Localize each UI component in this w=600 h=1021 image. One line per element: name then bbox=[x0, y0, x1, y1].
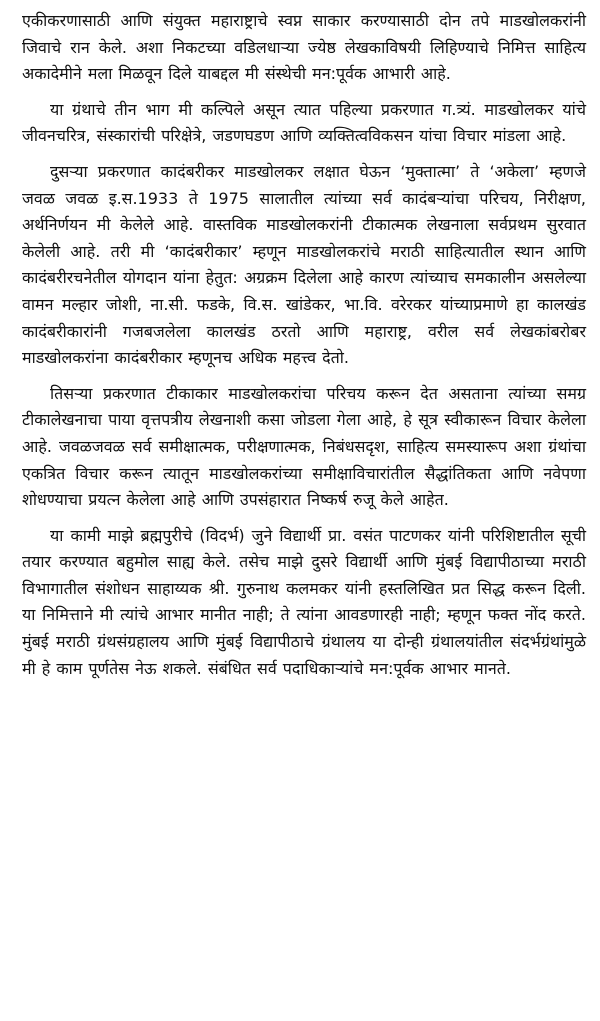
paragraph-acknowledgements: या कामी माझे ब्रह्मपुरीचे (विदर्भ) जुने विद्यार्थी प्रा. वसंत पाटणकर यांनी परिशिष्टातील सूची तयार करण्यात बहुमोल साह्य केले. तसेच माझे दुसरे विद्यार्थी आणि मुंबई विद्यापीठाच्या मराठी विभागातील संशोधन साहाय्यक श्री. गुरुनाथ कलमकर यांनी हस्तलिखित प्रत सिद्ध करून दिली. या निमित्ताने मी त्यांचे आभार मानीत नाही; ते त्यांना आवडणारही नाही; म्हणून फक्त नोंद करते. मुंबई मराठी ग्रंथसंग्रहालय आणि मुंबई विद्यापीठाचे ग्रंथालय या दोन्ही ग्रंथालयांतील संदर्भग्रंथांमुळे मी हे काम पूर्णतेस नेऊ शकले. संबंधित सर्व पदाधिकाऱ्यांचे मन:पूर्वक आभार मानते. bbox=[22, 525, 586, 678]
paragraph-second-chapter: दुसऱ्या प्रकरणात कादंबरीकर माडखोलकर लक्षात घेऊन ‘मुक्तात्मा’ ते ‘अकेला’ म्हणजे जवळ जवळ इ.स.1933 ते 1975 सालातील त्यांच्या सर्व कादंबऱ्यांचा परिचय, निरीक्षण, अर्थनिर्णयन मी केलेले आहे. वास्तविक माडखोलकरांनी टीकात्मक लेखनाला सर्वप्रथम सुरवात केलेली आहे. तरी मी ‘कादंबरीकार’ म्हणून माडखोलकरांचे मराठी साहित्यातील स्थान आणि कादंबरीरचनेतील योगदान यांना हेतुत: अग्रक्रम दिलेला आहे कारण त्यांच्याच समकालीन असलेल्या वामन मल्हार जोशी, ना.सी. फडके, वि.स. खांडेकर, भा.वि. वरेरकर यांच्याप्रमाणे हा कालखंड कादंबरीकारांनी गजबजलेला कालखंड ठरतो आणि महाराष्ट्र, वरील सर्व लेखकांबरोबर माडखोलकरांना कादंबरीकार म्हणूनच अधिक महत्त्व देतो. bbox=[22, 161, 586, 368]
paragraph-book-structure: या ग्रंथाचे तीन भाग मी कल्पिले असून त्यात पहिल्या प्रकरणात ग.त्र्यं. माडखोलकर यांचे जीवनचरित्र, संस्कारांची परिक्षेत्रे, जडणघडण आणि व्यक्तित्वविकसन यांचा विचार मांडला आहे. bbox=[22, 99, 586, 146]
paragraph-third-chapter: तिसऱ्या प्रकरणात टीकाकार माडखोलकरांचा परिचय करून देत असताना त्यांच्या समग्र टीकालेखनाचा पाया वृत्तपत्रीय लेखनाशी कसा जोडला गेला आहे, हे सूत्र स्वीकारून विचार केलेला आहे. जवळजवळ सर्व समीक्षात्मक, परीक्षणात्मक, निबंधसदृश, साहित्य समस्यारूप अशा ग्रंथांचा एकत्रित विचार करून त्यातून माडखोलकरांच्या समीक्षाविचारांतील सैद्धांतिकता आणि नवेपणा शोधण्याचा प्रयत्न केलेला आहे आणि उपसंहारात निष्कर्ष रुजू केले आहेत. bbox=[22, 383, 586, 510]
paragraph-continuation: एकीकरणासाठी आणि संयुक्त महाराष्ट्राचे स्वप्न साकार करण्यासाठी दोन तपे माडखोलकरांनी जिवाचे रान केले. अशा निकटच्या वडिलधाऱ्या ज्येष्ठ लेखकाविषयी लिहिण्याचे निमित्त साहित्य अकादेमीने मला मिळवून दिले याबद्दल मी संस्थेची मन:पूर्वक आभारी आहे. bbox=[22, 11, 586, 84]
